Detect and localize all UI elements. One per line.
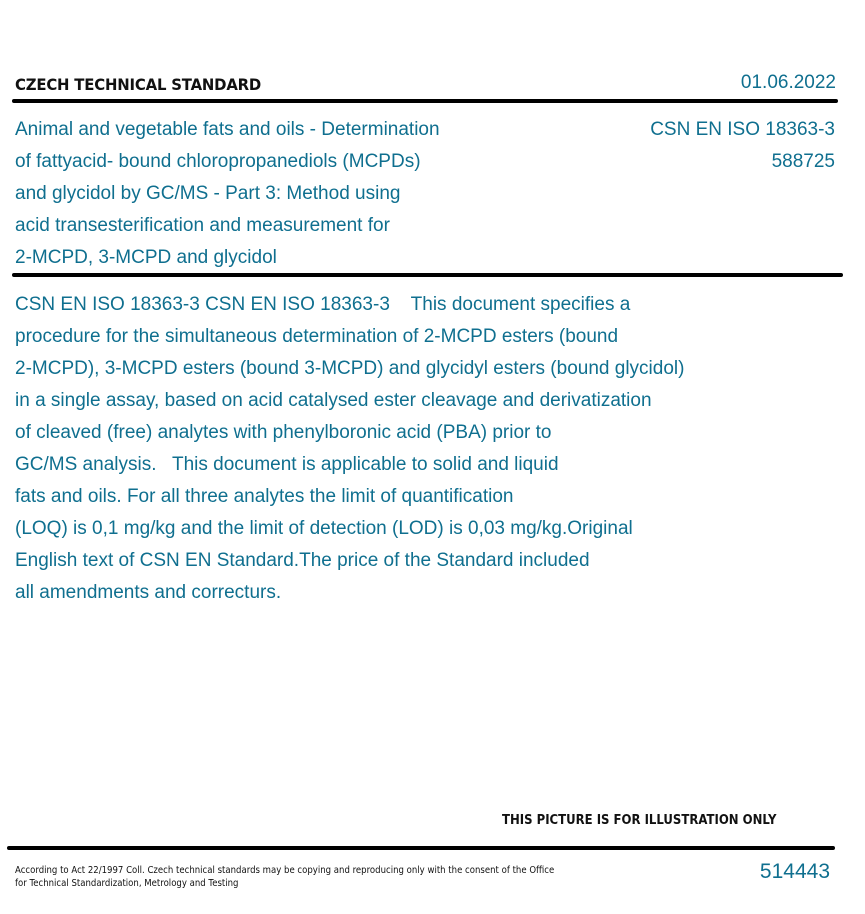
title-line: and glycidol by GC/MS - Part 3: Method using [15, 183, 401, 204]
title-line: acid transesterification and measurement for [15, 215, 390, 236]
publication-date: 01.06.2022 [740, 72, 836, 93]
description-line: (LOQ) is 0,1 mg/kg and the limit of detection (LOD) is 0,03 mg/kg.Original [15, 518, 633, 539]
illustration-notice: THIS PICTURE IS FOR ILLUSTRATION ONLY [502, 813, 777, 828]
description-line: of cleaved (free) analytes with phenylboronic acid (PBA) prior to [15, 422, 552, 443]
description-line: in a single assay, based on acid catalysed ester cleavage and derivatization [15, 390, 652, 411]
description-line: GC/MS analysis. This document is applicable to solid and liquid [15, 454, 559, 475]
header-divider [12, 99, 838, 103]
title-line: of fattyacid- bound chloropropanediols (MCPDs) [15, 151, 421, 172]
standard-codes [650, 114, 835, 178]
title-divider [12, 273, 843, 277]
catalog-number: 588725 [771, 151, 835, 172]
description-line: fats and oils. For all three analytes the limit of quantification [15, 486, 514, 507]
standard-number: CSN EN ISO 18363-3 [650, 119, 835, 140]
legal-notice [15, 865, 554, 890]
footer-number: 514443 [759, 860, 830, 883]
legal-line: for Technical Standardization, Metrology and Testing [15, 877, 239, 889]
title-line: 2-MCPD, 3-MCPD and glycidol [15, 247, 277, 268]
description-line: English text of CSN EN Standard.The price of the Standard included [15, 550, 590, 571]
title-line: Animal and vegetable fats and oils - Determination [15, 119, 440, 140]
description-line: 2-MCPD), 3-MCPD esters (bound 3-MCPD) and glycidyl esters (bound glycidol) [15, 358, 685, 379]
description-line: all amendments and correcturs. [15, 582, 282, 603]
document-type-label: CZECH TECHNICAL STANDARD [15, 75, 262, 94]
standard-title [15, 114, 535, 274]
footer-divider [7, 846, 835, 850]
description-line: procedure for the simultaneous determination of 2-MCPD esters (bound [15, 326, 619, 347]
description-line: CSN EN ISO 18363-3 CSN EN ISO 18363-3 This document specifies a [15, 294, 631, 315]
standard-description [15, 289, 835, 609]
legal-line: According to Act 22/1997 Coll. Czech technical standards may be copying and reproducing only with the consent of the Office [15, 865, 555, 876]
